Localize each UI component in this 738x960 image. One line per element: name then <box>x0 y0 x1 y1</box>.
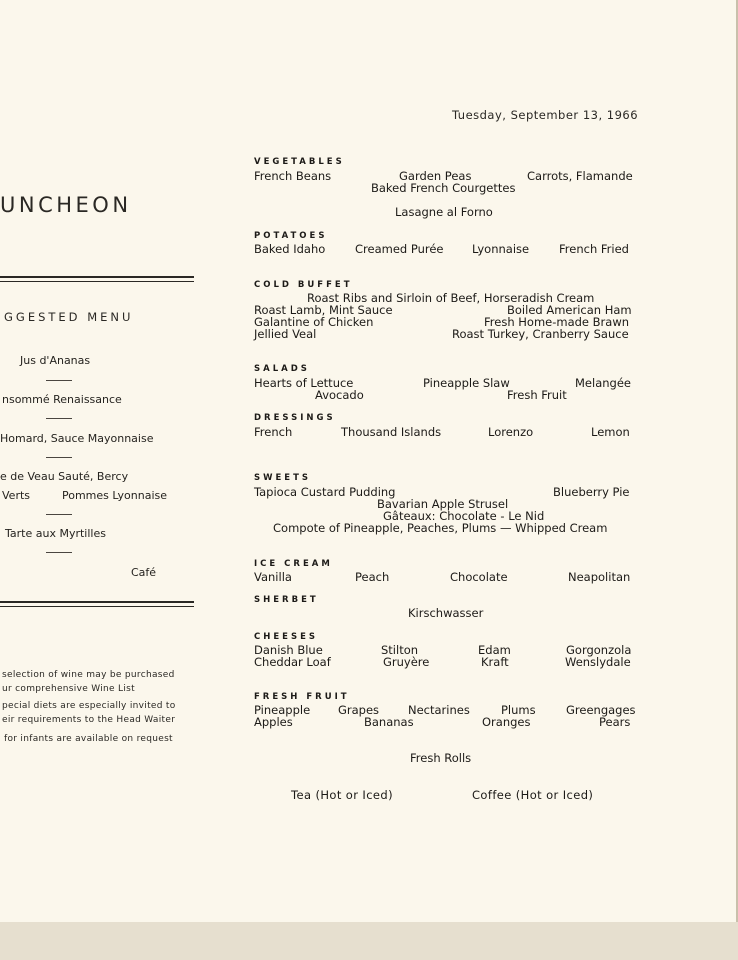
separator <box>46 457 72 458</box>
menu-item: Melangée <box>575 376 631 390</box>
menu-item: Avocado <box>315 388 364 402</box>
footer-note: selection of wine may be purchased <box>2 670 175 680</box>
menu-item: Pineapple <box>254 703 311 717</box>
menu-item: Creamed Purée <box>355 242 444 256</box>
section-heading-potatoes: POTATOES <box>254 231 328 241</box>
menu-item: Galantine of Chicken <box>254 315 374 329</box>
left-menu-item: Homard, Sauce Mayonnaise <box>0 432 154 445</box>
menu-item: Lemon <box>591 425 630 439</box>
section-heading-sweets: SWEETS <box>254 473 312 483</box>
bottom-double-rule <box>0 601 194 603</box>
footer-note: ur comprehensive Wine List <box>2 684 135 694</box>
menu-item: Garden Peas <box>399 169 472 183</box>
menu-item: Plums <box>501 703 536 717</box>
menu-item: Tapioca Custard Pudding <box>254 485 396 499</box>
menu-item: Roast Ribs and Sirloin of Beef, Horseradish Cream <box>307 291 595 305</box>
left-menu-item: Jus d'Ananas <box>20 354 91 367</box>
footer-note: for infants are available on request <box>4 734 173 744</box>
section-heading-cheeses: CHEESES <box>254 632 319 642</box>
menu-item: Carrots, Flamande <box>527 169 633 183</box>
left-menu-item: Café <box>131 566 157 579</box>
menu-item-coffee: Coffee (Hot or Iced) <box>472 788 594 802</box>
separator <box>46 380 72 381</box>
menu-item-tea: Tea (Hot or Iced) <box>291 788 393 802</box>
menu-item: Baked Idaho <box>254 242 326 256</box>
bottom-double-rule-thin <box>0 606 194 607</box>
left-menu-item: Tarte aux Myrtilles <box>5 527 106 540</box>
menu-item: Cheddar Loaf <box>254 655 331 669</box>
menu-item: Peach <box>355 570 390 584</box>
menu-item: Bavarian Apple Strusel <box>377 497 509 511</box>
top-double-rule-thin <box>0 281 194 282</box>
menu-item: Lasagne al Forno <box>395 205 493 219</box>
menu-item: Thousand Islands <box>341 425 442 439</box>
menu-item: Pears <box>599 715 631 729</box>
menu-item: Greengages <box>566 703 636 717</box>
menu-item: Lorenzo <box>488 425 534 439</box>
left-menu-item: Verts <box>2 489 31 502</box>
menu-date: Tuesday, September 13, 1966 <box>452 108 639 122</box>
top-double-rule <box>0 276 194 278</box>
separator <box>46 514 72 515</box>
menu-item: Kirschwasser <box>408 606 484 620</box>
menu-item: Compote of Pineapple, Peaches, Plums — Whipped Cream <box>273 521 608 535</box>
menu-item: Fresh Home-made Brawn <box>484 315 630 329</box>
menu-item: Blueberry Pie <box>553 485 630 499</box>
menu-item: Neapolitan <box>568 570 631 584</box>
menu-item: Hearts of Lettuce <box>254 376 354 390</box>
menu-item: Apples <box>254 715 293 729</box>
section-heading-vegetables: VEGETABLES <box>254 157 345 167</box>
section-heading-fresh-fruit: FRESH FRUIT <box>254 692 350 702</box>
menu-item: Chocolate <box>450 570 508 584</box>
left-menu-item: Pommes Lyonnaise <box>62 489 167 502</box>
menu-item: Roast Turkey, Cranberry Sauce <box>452 327 629 341</box>
menu-item: Stilton <box>381 643 419 657</box>
separator <box>46 418 72 419</box>
menu-item: Edam <box>478 643 511 657</box>
menu-item: Grapes <box>338 703 380 717</box>
section-heading-cold-buffet: COLD BUFFET <box>254 280 353 290</box>
menu-item: Roast Lamb, Mint Sauce <box>254 303 393 317</box>
left-menu-item: e de Veau Sauté, Bercy <box>0 470 129 483</box>
menu-item: Jellied Veal <box>254 327 317 341</box>
menu-item: Oranges <box>482 715 531 729</box>
menu-item: French Beans <box>254 169 332 183</box>
separator <box>46 552 72 553</box>
menu-item: Pineapple Slaw <box>423 376 510 390</box>
footer-note: eir requirements to the Head Waiter <box>2 715 176 725</box>
scan-background-strip <box>0 922 738 960</box>
menu-item: French <box>254 425 293 439</box>
menu-item: Vanilla <box>254 570 292 584</box>
menu-item: Bananas <box>364 715 414 729</box>
section-heading-dressings: DRESSINGS <box>254 413 336 423</box>
menu-item-rolls: Fresh Rolls <box>410 751 472 765</box>
footer-note: pecial diets are especially invited to <box>2 701 176 711</box>
section-heading-sherbet: SHERBET <box>254 595 319 605</box>
menu-item: Gruyère <box>383 655 430 669</box>
menu-item: Fresh Fruit <box>507 388 567 402</box>
suggested-menu-heading: GGESTED MENU <box>4 310 134 324</box>
menu-item: Boiled American Ham <box>507 303 632 317</box>
menu-item: Danish Blue <box>254 643 323 657</box>
section-heading-ice-cream: ICE CREAM <box>254 559 333 569</box>
menu-item: Kraft <box>481 655 509 669</box>
menu-item: Lyonnaise <box>472 242 530 256</box>
menu-item: Baked French Courgettes <box>371 181 516 195</box>
menu-item: Nectarines <box>408 703 470 717</box>
left-menu-item: nsommé Renaissance <box>2 393 122 406</box>
section-heading-salads: SALADS <box>254 364 310 374</box>
menu-item: Gorgonzola <box>566 643 632 657</box>
menu-item: Gâteaux: Chocolate - Le Nid <box>383 509 545 523</box>
menu-item: Wenslydale <box>565 655 631 669</box>
menu-item: French Fried <box>559 242 629 256</box>
luncheon-title: UNCHEON <box>0 193 132 217</box>
